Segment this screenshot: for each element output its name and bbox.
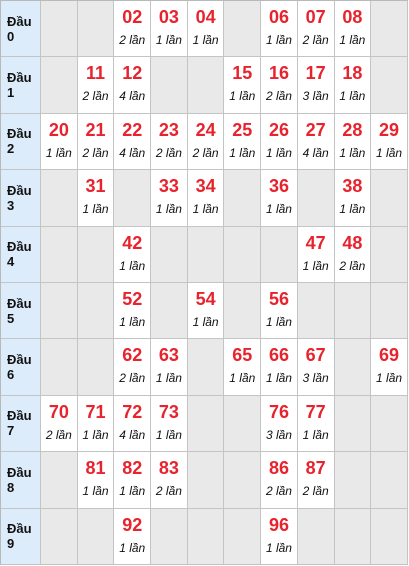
lottery-number: 86: [268, 458, 289, 479]
lottery-number: 96: [268, 514, 289, 535]
row-header-digit: 9: [7, 536, 15, 552]
occurrence-count: 1 lần: [192, 314, 219, 329]
empty-cell: [371, 452, 408, 508]
number-cell: [261, 509, 298, 565]
number-cell: [371, 339, 408, 395]
lottery-number: 21: [85, 119, 106, 140]
occurrence-count: 2 lần: [265, 484, 292, 499]
occurrence-count: 1 lần: [119, 314, 146, 329]
number-cell: [188, 283, 225, 339]
number-cell: [151, 452, 188, 508]
occurrence-count: 1 lần: [155, 33, 182, 47]
occurrence-count: 4 lần: [302, 145, 329, 160]
occurrence-count: 3 lần: [265, 427, 292, 442]
lottery-number: 82: [122, 458, 143, 479]
empty-cell: [224, 452, 261, 508]
empty-cell: [371, 1, 408, 57]
occurrence-count: 2 lần: [192, 145, 219, 160]
number-cell: [114, 57, 151, 113]
occurrence-count: 1 lần: [339, 33, 366, 47]
lottery-number: 31: [85, 176, 106, 197]
row-header-word: Đầu: [7, 521, 32, 537]
number-cell: [114, 114, 151, 170]
occurrence-count: 3 lần: [302, 89, 329, 104]
lottery-number: 42: [122, 232, 143, 253]
number-cell: [298, 452, 335, 508]
lottery-number: 81: [85, 458, 106, 479]
occurrence-count: 1 lần: [155, 202, 182, 217]
empty-cell: [188, 509, 225, 565]
lottery-number: 28: [342, 119, 363, 140]
number-cell: [78, 452, 115, 508]
lottery-number: 36: [268, 176, 289, 197]
occurrence-count: 3 lần: [302, 371, 329, 386]
lottery-number: 62: [122, 345, 143, 366]
occurrence-count: 1 lần: [302, 427, 329, 442]
table-row: [1, 227, 408, 283]
row-header-word: Đầu: [7, 182, 32, 198]
lottery-number: 33: [158, 176, 179, 197]
empty-cell: [371, 283, 408, 339]
row-header: [1, 114, 41, 170]
row-header: [1, 396, 41, 452]
lottery-number: 76: [268, 401, 289, 422]
empty-cell: [224, 1, 261, 57]
number-cell: [41, 114, 78, 170]
number-cell: [335, 57, 372, 113]
number-cell: [114, 227, 151, 283]
empty-cell: [78, 339, 115, 395]
table-row: [1, 509, 408, 565]
row-header-word: Đầu: [7, 239, 32, 255]
row-header: [1, 283, 41, 339]
empty-cell: [41, 452, 78, 508]
occurrence-count: 1 lần: [192, 33, 219, 47]
row-header-word: Đầu: [7, 295, 32, 311]
number-cell: [78, 170, 115, 226]
row-header: [1, 452, 41, 508]
occurrence-count: 2 lần: [339, 258, 366, 273]
row-header-word: Đầu: [7, 352, 32, 368]
lottery-number: 27: [305, 119, 326, 140]
empty-cell: [335, 339, 372, 395]
empty-cell: [371, 509, 408, 565]
number-cell: [151, 170, 188, 226]
lottery-number: 69: [379, 345, 400, 366]
empty-cell: [224, 283, 261, 339]
number-cell: [114, 339, 151, 395]
number-cell: [224, 57, 261, 113]
occurrence-count: 2 lần: [82, 145, 109, 160]
occurrence-count: 1 lần: [229, 145, 256, 160]
occurrence-count: 4 lần: [119, 427, 146, 442]
empty-cell: [78, 509, 115, 565]
occurrence-count: 2 lần: [119, 371, 146, 386]
empty-cell: [41, 57, 78, 113]
occurrence-count: 4 lần: [119, 89, 146, 104]
empty-cell: [298, 170, 335, 226]
number-cell: [114, 509, 151, 565]
empty-cell: [188, 396, 225, 452]
empty-cell: [78, 1, 115, 57]
empty-cell: [78, 283, 115, 339]
empty-cell: [224, 170, 261, 226]
lottery-number: 56: [268, 288, 289, 309]
number-cell: [188, 114, 225, 170]
row-header-word: Đầu: [7, 70, 32, 86]
empty-cell: [335, 452, 372, 508]
table-row: [1, 1, 408, 57]
occurrence-count: 1 lần: [265, 314, 292, 329]
lottery-number: 29: [379, 119, 400, 140]
number-cell: [371, 114, 408, 170]
empty-cell: [188, 57, 225, 113]
empty-cell: [224, 396, 261, 452]
lottery-number: 07: [305, 7, 326, 27]
number-cell: [261, 283, 298, 339]
occurrence-count: 2 lần: [302, 33, 329, 47]
empty-cell: [188, 227, 225, 283]
lottery-number: 23: [158, 119, 179, 140]
row-header-digit: 6: [7, 367, 15, 383]
occurrence-count: 1 lần: [265, 540, 292, 555]
row-header: [1, 170, 41, 226]
number-cell: [224, 114, 261, 170]
lottery-number: 92: [122, 514, 143, 535]
lottery-number: 38: [342, 176, 363, 197]
empty-cell: [151, 227, 188, 283]
number-cell: [151, 339, 188, 395]
number-cell: [151, 396, 188, 452]
table-row: [1, 114, 408, 170]
number-cell: [114, 1, 151, 57]
lottery-number: 12: [122, 63, 143, 84]
occurrence-count: 1 lần: [82, 202, 109, 217]
lottery-number: 77: [305, 401, 326, 422]
empty-cell: [224, 227, 261, 283]
lottery-number: 70: [48, 401, 69, 422]
lottery-number: 11: [86, 63, 106, 84]
number-cell: [298, 339, 335, 395]
lottery-number: 87: [305, 458, 326, 479]
occurrence-count: 1 lần: [339, 202, 366, 217]
lottery-number: 20: [48, 119, 69, 140]
number-cell: [298, 57, 335, 113]
occurrence-count: 1 lần: [229, 89, 256, 104]
lottery-number: 08: [342, 7, 363, 27]
number-cell: [261, 339, 298, 395]
empty-cell: [114, 170, 151, 226]
empty-cell: [298, 283, 335, 339]
lottery-number: 15: [232, 63, 253, 84]
row-header: [1, 509, 41, 565]
occurrence-count: 4 lần: [119, 145, 146, 160]
empty-cell: [371, 227, 408, 283]
lottery-number: 04: [195, 7, 216, 27]
number-cell: [224, 339, 261, 395]
row-header-word: Đầu: [7, 126, 32, 142]
empty-cell: [151, 509, 188, 565]
occurrence-count: 1 lần: [119, 540, 146, 555]
number-cell: [114, 396, 151, 452]
lottery-number: 66: [268, 345, 289, 366]
occurrence-count: 1 lần: [265, 33, 292, 47]
number-cell: [78, 396, 115, 452]
number-cell: [151, 1, 188, 57]
occurrence-count: 1 lần: [155, 427, 182, 442]
number-cell: [335, 1, 372, 57]
number-cell: [188, 170, 225, 226]
lottery-number: 34: [195, 176, 216, 197]
table-row: [1, 283, 408, 339]
number-cell: [261, 170, 298, 226]
occurrence-count: 2 lần: [302, 484, 329, 499]
number-cell: [261, 1, 298, 57]
number-cell: [335, 114, 372, 170]
table-row: [1, 452, 408, 508]
number-cell: [298, 1, 335, 57]
number-cell: [261, 396, 298, 452]
lottery-number: 16: [268, 63, 289, 84]
occurrence-count: 2 lần: [155, 145, 182, 160]
number-cell: [261, 57, 298, 113]
empty-cell: [151, 57, 188, 113]
occurrence-count: 1 lần: [119, 258, 146, 273]
occurrence-count: 2 lần: [265, 89, 292, 104]
number-cell: [335, 227, 372, 283]
occurrence-count: 1 lần: [339, 145, 366, 160]
table-row: [1, 57, 408, 113]
table-row: [1, 396, 408, 452]
empty-cell: [41, 283, 78, 339]
number-cell: [298, 396, 335, 452]
empty-cell: [41, 1, 78, 57]
empty-cell: [41, 339, 78, 395]
row-header-digit: 1: [7, 85, 15, 101]
empty-cell: [78, 227, 115, 283]
row-header-word: Đầu: [7, 408, 32, 424]
lottery-number: 65: [232, 345, 253, 366]
lottery-number: 02: [122, 7, 143, 27]
lottery-number: 06: [268, 7, 289, 27]
empty-cell: [261, 227, 298, 283]
occurrence-count: 1 lần: [119, 484, 146, 499]
number-cell: [78, 114, 115, 170]
empty-cell: [371, 170, 408, 226]
row-header-digit: 2: [7, 141, 15, 157]
occurrence-count: 1 lần: [265, 145, 292, 160]
row-header-digit: 7: [7, 423, 15, 439]
row-header-word: Đầu: [7, 13, 32, 29]
lottery-number: 25: [232, 119, 253, 140]
occurrence-count: 1 lần: [339, 89, 366, 104]
lottery-number: 24: [195, 119, 216, 140]
occurrence-count: 2 lần: [82, 89, 109, 104]
empty-cell: [41, 170, 78, 226]
row-header-digit: 3: [7, 197, 15, 213]
number-cell: [41, 396, 78, 452]
number-cell: [151, 114, 188, 170]
lottery-number: 47: [305, 232, 326, 253]
occurrence-count: 1 lần: [376, 371, 403, 386]
lottery-number: 22: [122, 119, 143, 140]
lottery-number: 63: [158, 345, 179, 366]
occurrence-count: 1 lần: [302, 258, 329, 273]
empty-cell: [371, 57, 408, 113]
empty-cell: [335, 283, 372, 339]
number-cell: [114, 283, 151, 339]
lottery-number: 73: [158, 401, 179, 422]
occurrence-count: 2 lần: [155, 484, 182, 499]
lottery-number: 17: [305, 63, 326, 84]
number-cell: [335, 170, 372, 226]
empty-cell: [335, 396, 372, 452]
occurrence-count: 2 lần: [119, 33, 146, 47]
lottery-number: 67: [305, 345, 326, 366]
number-cell: [114, 452, 151, 508]
number-cell: [188, 1, 225, 57]
lottery-number: 48: [342, 232, 363, 253]
empty-cell: [151, 283, 188, 339]
row-header: [1, 57, 41, 113]
occurrence-count: 1 lần: [229, 371, 256, 386]
lottery-number: 52: [122, 288, 143, 309]
number-cell: [261, 114, 298, 170]
number-cell: [261, 452, 298, 508]
lottery-number: 71: [85, 401, 106, 422]
number-cell: [298, 114, 335, 170]
lottery-number: 18: [342, 63, 363, 84]
row-header: [1, 1, 41, 57]
occurrence-count: 1 lần: [82, 484, 109, 499]
table-row: [1, 339, 408, 395]
empty-cell: [188, 339, 225, 395]
row-header-digit: 0: [7, 28, 15, 44]
occurrence-count: 1 lần: [45, 145, 72, 160]
row-header: [1, 227, 41, 283]
row-header-digit: 4: [7, 254, 15, 270]
occurrence-count: 1 lần: [155, 371, 182, 386]
row-header-digit: 8: [7, 479, 15, 495]
empty-cell: [41, 509, 78, 565]
occurrence-count: 1 lần: [82, 427, 109, 442]
lottery-number: 26: [268, 119, 289, 140]
row-header-digit: 5: [7, 310, 15, 326]
empty-cell: [298, 509, 335, 565]
empty-cell: [188, 452, 225, 508]
occurrence-count: 1 lần: [265, 371, 292, 386]
lottery-number: 03: [158, 7, 179, 27]
lottery-number: 54: [195, 288, 216, 309]
occurrence-count: 2 lần: [45, 427, 72, 442]
row-header-word: Đầu: [7, 464, 32, 480]
lottery-number: 72: [122, 401, 143, 422]
number-cell: [298, 227, 335, 283]
table-row: [1, 170, 408, 226]
lottery-number: 83: [158, 458, 179, 479]
empty-cell: [371, 396, 408, 452]
number-cell: [78, 57, 115, 113]
empty-cell: [335, 509, 372, 565]
occurrence-count: 1 lần: [376, 145, 403, 160]
occurrence-count: 1 lần: [265, 202, 292, 217]
row-header: [1, 339, 41, 395]
empty-cell: [224, 509, 261, 565]
occurrence-count: 1 lần: [192, 202, 219, 217]
empty-cell: [41, 227, 78, 283]
